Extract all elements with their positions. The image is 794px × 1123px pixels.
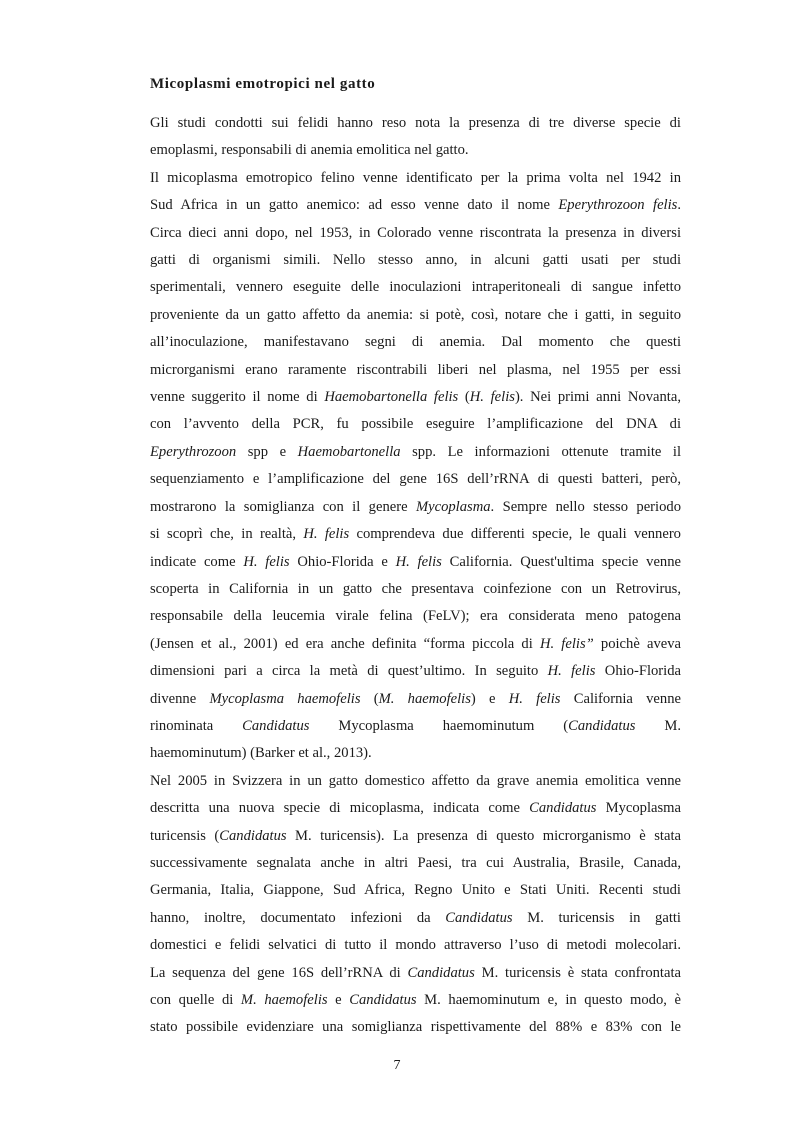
- text-line: [150, 877, 681, 904]
- italic-term: Haemobartonella felis: [324, 389, 459, 406]
- text-line: [150, 329, 681, 356]
- text-run: stato possibile evidenziare una somiglianza rispettivamente del 88% e 83% con le: [150, 1019, 681, 1036]
- text-run: responsabile della leucemia virale felina (FeLV); era considerata meno patogena: [150, 608, 681, 625]
- text-line: [150, 987, 681, 1014]
- text-run: descritta una nuova specie di micoplasma, indicata come: [150, 800, 530, 817]
- text-run: indicate come: [150, 553, 244, 570]
- text-run: M. turicensis). La presenza di questo microrganismo è stata: [286, 827, 681, 844]
- italic-term: Candidatus: [568, 717, 636, 734]
- text-run: Circa dieci anni dopo, nel 1953, in Colorado venne riscontrata la presenza in diversi: [150, 224, 681, 241]
- text-run: con l’avvento della PCR, fu possibile eseguire l’amplificazione del DNA di: [150, 416, 681, 433]
- text-run: dimensioni pari a circa la metà di quest’ultimo. In seguito: [150, 663, 548, 680]
- text-run: comprendeva due differenti specie, le quali vennero: [349, 526, 681, 543]
- section-heading: Micoplasmi emotropici nel gatto: [150, 76, 376, 92]
- text-line: [150, 850, 681, 877]
- text-run: rinominata: [150, 717, 243, 734]
- text-line: [150, 740, 681, 767]
- text-line: [150, 631, 681, 658]
- italic-term: H. felis: [303, 526, 350, 543]
- text-line: [150, 932, 681, 959]
- text-run: . Sempre nello stesso periodo: [490, 498, 681, 515]
- text-run: Germania, Italia, Giappone, Sud Africa, Regno Unito e Stati Uniti. Recenti studi: [150, 882, 681, 899]
- text-run: Gli studi condotti sui felidi hanno reso nota la presenza di tre diverse specie di: [150, 115, 681, 131]
- text-run: Il micoplasma emotropico felino venne identificato per la prima volta nel 1942 in: [150, 169, 681, 186]
- italic-term: Candidatus: [529, 800, 597, 817]
- text-run: e: [327, 992, 350, 1008]
- italic-term: Candidatus: [349, 992, 417, 1008]
- text-run: scoperta in California in un gatto che presentava coinfezione con un Retrovirus,: [150, 580, 681, 597]
- text-run: .: [677, 197, 681, 214]
- text-run: emoplasmi, responsabili di anemia emolitica nel gatto.: [150, 142, 469, 159]
- italic-term: Eperythrozoon felis: [558, 197, 678, 214]
- text-line: [150, 274, 681, 301]
- text-line: [150, 247, 681, 274]
- italic-term: Candidatus: [219, 827, 287, 844]
- text-line: [150, 357, 681, 384]
- body-text: [150, 110, 681, 1042]
- text-run: haemominutum) (Barker et al., 2013).: [150, 745, 372, 762]
- text-line: [150, 302, 681, 329]
- text-run: (Jensen et al., 2001) ed era anche definita “forma piccola di: [150, 635, 540, 652]
- italic-term: Mycoplasma haemofelis: [209, 690, 361, 707]
- paragraph: [150, 768, 681, 1042]
- text-line: [150, 110, 681, 137]
- text-run: M. turicensis in gatti: [512, 909, 681, 926]
- text-run: proveniente da un gatto affetto da anemia: si potè, così, notare che i gatti, in seguito: [150, 306, 681, 323]
- italic-term: H. felis: [243, 553, 290, 570]
- text-run: Mycoplasma haemominutum (: [309, 717, 569, 734]
- text-run: hanno, inoltre, documentato infezioni da: [150, 909, 446, 926]
- text-line: [150, 192, 681, 219]
- text-line: [150, 658, 681, 685]
- italic-term: Mycoplasma: [415, 498, 491, 515]
- text-run: si scoprì che, in realtà,: [150, 526, 304, 543]
- text-run: divenne: [150, 690, 210, 707]
- italic-term: H. felis: [547, 663, 596, 680]
- text-run: Ohio-Florida: [595, 663, 681, 680]
- text-run: M. haemominutum e, in questo modo, è: [416, 992, 681, 1008]
- text-run: spp. Le informazioni ottenute tramite il: [400, 443, 681, 460]
- text-run: Nel 2005 in Svizzera in un gatto domestico affetto da grave anemia emolitica venne: [150, 772, 681, 789]
- text-line: [150, 220, 681, 247]
- text-run: (: [458, 389, 470, 406]
- text-line: [150, 768, 681, 795]
- text-run: ) e: [470, 690, 509, 707]
- text-run: spp e: [236, 443, 298, 460]
- paragraph: [150, 165, 681, 768]
- text-run: venne suggerito il nome di: [150, 389, 325, 406]
- italic-term: Haemobartonella: [297, 443, 401, 460]
- text-line: [150, 905, 681, 932]
- paragraph: [150, 110, 681, 165]
- text-run: successivamente segnalata anche in altri Paesi, tra cui Australia, Brasile, Canada,: [150, 854, 681, 871]
- italic-term: Candidatus: [242, 717, 310, 734]
- italic-term: Eperythrozoon: [150, 443, 237, 460]
- text-run: sperimentali, vennero eseguite delle inoculazioni intraperitoneali di sangue infetto: [150, 279, 681, 296]
- text-line: [150, 1014, 681, 1041]
- text-run: con quelle di: [150, 992, 241, 1008]
- italic-term: Candidatus: [445, 909, 513, 926]
- text-run: M. turicensis è stata confrontata: [474, 964, 681, 981]
- text-run: poichè aveva: [593, 635, 681, 652]
- text-line: [150, 549, 681, 576]
- text-line: [150, 137, 681, 164]
- text-run: all’inoculazione, manifestavano segni di anemia. Dal momento che questi: [150, 334, 681, 351]
- text-line: [150, 411, 681, 438]
- text-line: [150, 521, 681, 548]
- italic-term: H. felis: [508, 690, 561, 707]
- text-run: California. Quest'ultima specie venne: [441, 553, 681, 570]
- text-run: microrganismi erano raramente riscontrabili liberi nel plasma, nel 1955 per essi: [150, 361, 681, 378]
- text-run: mostrarono la somiglianza con il genere: [150, 498, 416, 515]
- text-line: [150, 795, 681, 822]
- text-line: [150, 576, 681, 603]
- text-run: La sequenza del gene 16S dell’rRNA di: [150, 964, 408, 981]
- italic-term: M. haemofelis: [240, 992, 328, 1008]
- italic-term: H. felis: [469, 389, 515, 406]
- page-number: 7: [393, 1058, 401, 1073]
- text-run: Sud Africa in un gatto anemico: ad esso venne dato il nome: [150, 197, 559, 214]
- text-run: gatti di organismi simili. Nello stesso anno, in alcuni gatti usati per studi: [150, 252, 681, 269]
- text-line: [150, 686, 681, 713]
- text-run: Ohio-Florida e: [289, 553, 396, 570]
- italic-term: H. felis”: [539, 635, 594, 652]
- text-line: [150, 823, 681, 850]
- text-run: ). Nei primi anni Novanta,: [514, 389, 681, 406]
- text-run: California venne: [560, 690, 681, 707]
- text-line: [150, 466, 681, 493]
- text-run: domestici e felidi selvatici di tutto il mondo attraverso l’uso di metodi molecolari.: [150, 937, 681, 954]
- text-line: [150, 165, 681, 192]
- text-line: [150, 603, 681, 630]
- text-run: Mycoplasma: [596, 800, 681, 817]
- italic-term: H. felis: [395, 553, 442, 570]
- italic-term: Candidatus: [407, 964, 475, 981]
- text-line: [150, 494, 681, 521]
- text-run: sequenziamento e l’amplificazione del gene 16S dell’rRNA di questi batteri, però,: [150, 471, 681, 488]
- text-run: (: [360, 690, 379, 707]
- text-line: [150, 960, 681, 987]
- text-run: M.: [635, 717, 681, 734]
- text-line: [150, 384, 681, 411]
- italic-term: M. haemofelis: [378, 690, 471, 707]
- text-line: [150, 713, 681, 740]
- text-run: turicensis (: [150, 827, 220, 844]
- text-line: [150, 439, 681, 466]
